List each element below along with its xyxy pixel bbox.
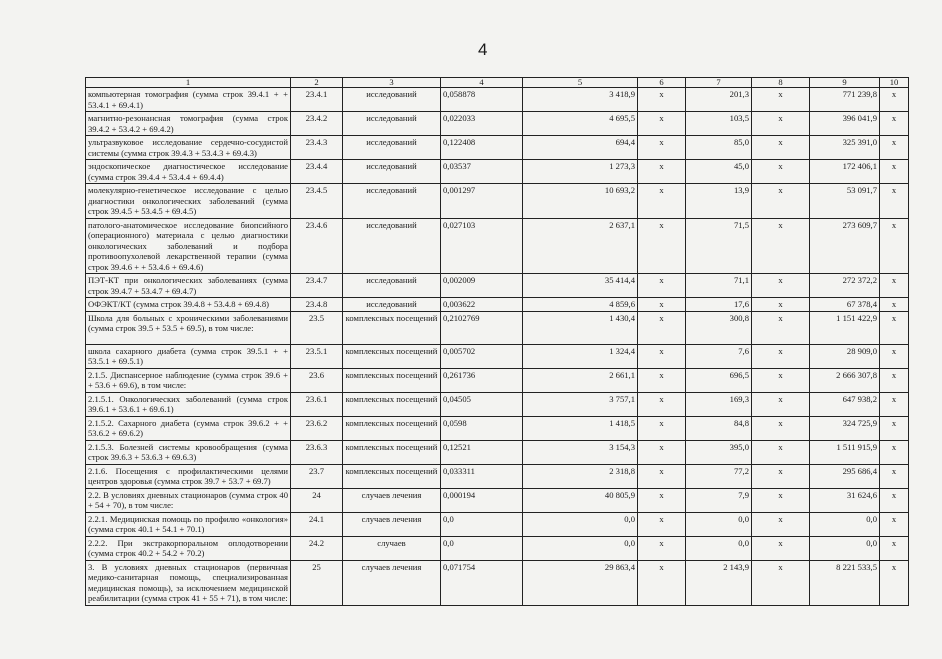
row-col8: x	[752, 311, 810, 344]
table-row	[86, 440, 909, 464]
row-description: патолого-анатомическое исследование биопсийного (операционного) материала с целью диагностики онкологических заболеваний и подбора противоопухолевой лекарственной терапии (сумма строк 39.4.6 + + 53.4.6 + 69.4.6)	[86, 218, 291, 274]
row-col6: x	[638, 311, 686, 344]
row-code: 23.4.8	[291, 298, 343, 312]
row-total: 172 406,1	[810, 160, 880, 184]
row-col6: x	[638, 488, 686, 512]
row-col7: 17,6	[686, 298, 752, 312]
row-norm: 0,033311	[441, 464, 523, 488]
row-norm: 0,071754	[441, 560, 523, 605]
row-code: 25	[291, 560, 343, 605]
row-code: 24.2	[291, 536, 343, 560]
row-col10: x	[880, 536, 909, 560]
row-code: 23.5.1	[291, 344, 343, 368]
row-cost: 1 324,4	[523, 344, 638, 368]
row-total: 28 909,0	[810, 344, 880, 368]
row-total: 1 511 915,9	[810, 440, 880, 464]
row-col10: x	[880, 298, 909, 312]
row-col8: x	[752, 218, 810, 274]
row-total: 272 372,2	[810, 274, 880, 298]
row-norm: 0,005702	[441, 344, 523, 368]
row-code: 23.6.1	[291, 392, 343, 416]
row-description: ОФЭКТ/КТ (сумма строк 39.4.8 + 53.4.8 + 69.4.8)	[86, 298, 291, 312]
table-row	[86, 344, 909, 368]
row-code: 23.4.6	[291, 218, 343, 274]
column-header: 2	[291, 78, 343, 88]
row-unit: комплексных посещений	[343, 464, 441, 488]
row-norm: 0,12521	[441, 440, 523, 464]
row-unit: случаев лечения	[343, 512, 441, 536]
row-col7: 169,3	[686, 392, 752, 416]
row-unit: исследований	[343, 218, 441, 274]
row-unit: комплексных посещений	[343, 344, 441, 368]
table-row	[86, 274, 909, 298]
column-header: 7	[686, 78, 752, 88]
row-col10: x	[880, 218, 909, 274]
row-col8: x	[752, 368, 810, 392]
row-col6: x	[638, 88, 686, 112]
row-total: 295 686,4	[810, 464, 880, 488]
table-row	[86, 184, 909, 219]
row-description: Школа для больных с хроническими заболеваниями (сумма строк 39.5 + 53.5 + 69.5), в том числе:	[86, 311, 291, 344]
row-description: ПЭТ-КТ при онкологических заболеваниях (сумма строк 39.4.7 + 53.4.7 + 69.4.7)	[86, 274, 291, 298]
column-header: 4	[441, 78, 523, 88]
row-col10: x	[880, 184, 909, 219]
row-cost: 2 661,1	[523, 368, 638, 392]
table-row	[86, 536, 909, 560]
row-col6: x	[638, 464, 686, 488]
row-norm: 0,003622	[441, 298, 523, 312]
row-col6: x	[638, 560, 686, 605]
row-col7: 85,0	[686, 136, 752, 160]
row-unit: комплексных посещений	[343, 311, 441, 344]
row-col6: x	[638, 112, 686, 136]
row-unit: комплексных посещений	[343, 440, 441, 464]
row-description: компьютерная томография (сумма строк 39.4.1 + + 53.4.1 + 69.4.1)	[86, 88, 291, 112]
row-description: 2.1.6. Посещения с профилактическими целями центров здоровья (сумма строк 39.7 + 53.7 + 69.7)	[86, 464, 291, 488]
row-description: 2.2. В условиях дневных стационаров (сумма строк 40 + 54 + 70), в том числе:	[86, 488, 291, 512]
row-total: 0,0	[810, 512, 880, 536]
row-cost: 1 430,4	[523, 311, 638, 344]
table-row	[86, 218, 909, 274]
table-row	[86, 136, 909, 160]
row-code: 23.6.3	[291, 440, 343, 464]
row-norm: 0,0	[441, 536, 523, 560]
row-unit: исследований	[343, 274, 441, 298]
column-header: 10	[880, 78, 909, 88]
row-col6: x	[638, 184, 686, 219]
row-norm: 0,058878	[441, 88, 523, 112]
row-col8: x	[752, 344, 810, 368]
row-norm: 0,022033	[441, 112, 523, 136]
column-header: 8	[752, 78, 810, 88]
row-total: 324 725,9	[810, 416, 880, 440]
row-col7: 77,2	[686, 464, 752, 488]
row-cost: 10 693,2	[523, 184, 638, 219]
row-col6: x	[638, 512, 686, 536]
row-total: 2 666 307,8	[810, 368, 880, 392]
row-cost: 35 414,4	[523, 274, 638, 298]
row-description: эндоскопическое диагностическое исследование (сумма строк 39.4.4 + 53.4.4 + 69.4.4)	[86, 160, 291, 184]
row-col8: x	[752, 136, 810, 160]
row-unit: случаев	[343, 536, 441, 560]
row-col8: x	[752, 160, 810, 184]
row-col10: x	[880, 368, 909, 392]
row-col6: x	[638, 160, 686, 184]
row-unit: комплексных посещений	[343, 416, 441, 440]
row-col10: x	[880, 392, 909, 416]
row-col7: 7,9	[686, 488, 752, 512]
row-total: 771 239,8	[810, 88, 880, 112]
row-col10: x	[880, 344, 909, 368]
row-code: 23.6	[291, 368, 343, 392]
row-col7: 0,0	[686, 536, 752, 560]
row-unit: случаев лечения	[343, 560, 441, 605]
row-col10: x	[880, 488, 909, 512]
row-total: 0,0	[810, 536, 880, 560]
row-unit: исследований	[343, 184, 441, 219]
row-total: 273 609,7	[810, 218, 880, 274]
row-col7: 2 143,9	[686, 560, 752, 605]
row-cost: 3 154,3	[523, 440, 638, 464]
row-total: 8 221 533,5	[810, 560, 880, 605]
row-cost: 0,0	[523, 512, 638, 536]
row-col8: x	[752, 464, 810, 488]
row-norm: 0,0	[441, 512, 523, 536]
row-unit: исследований	[343, 112, 441, 136]
row-cost: 4 695,5	[523, 112, 638, 136]
row-col7: 45,0	[686, 160, 752, 184]
row-cost: 3 757,1	[523, 392, 638, 416]
row-unit: случаев лечения	[343, 488, 441, 512]
row-norm: 0,122408	[441, 136, 523, 160]
row-code: 23.7	[291, 464, 343, 488]
row-col7: 84,8	[686, 416, 752, 440]
row-code: 23.6.2	[291, 416, 343, 440]
row-col10: x	[880, 136, 909, 160]
row-cost: 40 805,9	[523, 488, 638, 512]
row-col10: x	[880, 464, 909, 488]
row-description: 3. В условиях дневных стационаров (первичная медико-санитарная помощь, специализированная медицинская помощь), за исключением медицинской реабилитации (сумма строк 41 + 55 + 71), в том числе:	[86, 560, 291, 605]
row-description: школа сахарного диабета (сумма строк 39.5.1 + + 53.5.1 + 69.5.1)	[86, 344, 291, 368]
row-unit: комплексных посещений	[343, 392, 441, 416]
row-norm: 0,2102769	[441, 311, 523, 344]
row-cost: 29 863,4	[523, 560, 638, 605]
row-description: 2.2.1. Медицинская помощь по профилю «онкология» (сумма строк 40.1 + 54.1 + 70.1)	[86, 512, 291, 536]
row-description: 2.1.5.3. Болезней системы кровообращения (сумма строк 39.6.3 + 53.6.3 + 69.6.3)	[86, 440, 291, 464]
header-row	[86, 78, 909, 88]
row-code: 23.4.1	[291, 88, 343, 112]
row-col6: x	[638, 440, 686, 464]
table-row	[86, 160, 909, 184]
row-col6: x	[638, 274, 686, 298]
table-row	[86, 112, 909, 136]
row-unit: исследований	[343, 298, 441, 312]
row-col6: x	[638, 298, 686, 312]
row-norm: 0,001297	[441, 184, 523, 219]
row-col7: 71,1	[686, 274, 752, 298]
row-col7: 696,5	[686, 368, 752, 392]
table-row	[86, 464, 909, 488]
row-col8: x	[752, 488, 810, 512]
row-col7: 395,0	[686, 440, 752, 464]
row-col8: x	[752, 88, 810, 112]
row-col6: x	[638, 344, 686, 368]
row-unit: исследований	[343, 160, 441, 184]
row-description: молекулярно-генетическое исследование с целью диагностики онкологических заболеваний (сумма строк 39.4.5 + 53.4.5 + 69.4.5)	[86, 184, 291, 219]
row-col8: x	[752, 440, 810, 464]
row-col8: x	[752, 560, 810, 605]
row-col8: x	[752, 416, 810, 440]
row-col8: x	[752, 512, 810, 536]
row-col10: x	[880, 311, 909, 344]
row-cost: 1 273,3	[523, 160, 638, 184]
row-code: 24	[291, 488, 343, 512]
row-cost: 4 859,6	[523, 298, 638, 312]
row-code: 23.5	[291, 311, 343, 344]
row-description: 2.1.5.2. Сахарного диабета (сумма строк 39.6.2 + + 53.6.2 + 69.6.2)	[86, 416, 291, 440]
row-unit: комплексных посещений	[343, 368, 441, 392]
row-col7: 300,8	[686, 311, 752, 344]
table-row	[86, 416, 909, 440]
row-col6: x	[638, 368, 686, 392]
row-col6: x	[638, 416, 686, 440]
table-row	[86, 392, 909, 416]
row-norm: 0,027103	[441, 218, 523, 274]
table-row	[86, 311, 909, 344]
row-total: 53 091,7	[810, 184, 880, 219]
row-description: 2.1.5.1. Онкологических заболеваний (сумма строк 39.6.1 + 53.6.1 + 69.6.1)	[86, 392, 291, 416]
row-col8: x	[752, 298, 810, 312]
row-total: 67 378,4	[810, 298, 880, 312]
row-unit: исследований	[343, 88, 441, 112]
row-code: 23.4.7	[291, 274, 343, 298]
row-description: 2.2.2. При экстракорпоральном оплодотворении (сумма строк 40.2 + 54.2 + 70.2)	[86, 536, 291, 560]
row-col10: x	[880, 112, 909, 136]
row-col6: x	[638, 392, 686, 416]
row-col8: x	[752, 536, 810, 560]
row-code: 23.4.2	[291, 112, 343, 136]
row-col7: 201,3	[686, 88, 752, 112]
row-cost: 694,4	[523, 136, 638, 160]
row-col7: 103,5	[686, 112, 752, 136]
row-norm: 0,000194	[441, 488, 523, 512]
row-cost: 2 637,1	[523, 218, 638, 274]
row-norm: 0,04505	[441, 392, 523, 416]
table-row	[86, 88, 909, 112]
row-total: 647 938,2	[810, 392, 880, 416]
row-code: 24.1	[291, 512, 343, 536]
row-col8: x	[752, 392, 810, 416]
row-col7: 71,5	[686, 218, 752, 274]
row-cost: 0,0	[523, 536, 638, 560]
row-col6: x	[638, 536, 686, 560]
column-header: 1	[86, 78, 291, 88]
table-row	[86, 298, 909, 312]
row-col10: x	[880, 160, 909, 184]
row-code: 23.4.4	[291, 160, 343, 184]
row-col10: x	[880, 560, 909, 605]
row-col7: 7,6	[686, 344, 752, 368]
page-number: 4	[478, 40, 488, 59]
row-col10: x	[880, 512, 909, 536]
row-col10: x	[880, 440, 909, 464]
row-total: 396 041,9	[810, 112, 880, 136]
row-total: 325 391,0	[810, 136, 880, 160]
row-col8: x	[752, 184, 810, 219]
data-table	[85, 77, 909, 606]
column-header: 3	[343, 78, 441, 88]
row-col10: x	[880, 88, 909, 112]
table-row	[86, 512, 909, 536]
row-unit: исследований	[343, 136, 441, 160]
row-cost: 1 418,5	[523, 416, 638, 440]
table-row	[86, 368, 909, 392]
row-code: 23.4.3	[291, 136, 343, 160]
row-norm: 0,0598	[441, 416, 523, 440]
row-col6: x	[638, 136, 686, 160]
column-header: 9	[810, 78, 880, 88]
table-row	[86, 488, 909, 512]
column-header: 5	[523, 78, 638, 88]
row-description: 2.1.5. Диспансерное наблюдение (сумма строк 39.6 + + 53.6 + 69.6), в том числе:	[86, 368, 291, 392]
row-col10: x	[880, 416, 909, 440]
row-col8: x	[752, 274, 810, 298]
row-description: ультразвуковое исследование сердечно-сосудистой системы (сумма строк 39.4.3 + 53.4.3 + 69.4.3)	[86, 136, 291, 160]
column-header: 6	[638, 78, 686, 88]
table-row	[86, 560, 909, 605]
row-code: 23.4.5	[291, 184, 343, 219]
row-col6: x	[638, 218, 686, 274]
row-col10: x	[880, 274, 909, 298]
row-total: 31 624,6	[810, 488, 880, 512]
row-col8: x	[752, 112, 810, 136]
row-norm: 0,261736	[441, 368, 523, 392]
row-norm: 0,03537	[441, 160, 523, 184]
row-total: 1 151 422,9	[810, 311, 880, 344]
row-cost: 2 318,8	[523, 464, 638, 488]
row-cost: 3 418,9	[523, 88, 638, 112]
row-norm: 0,002009	[441, 274, 523, 298]
row-col7: 0,0	[686, 512, 752, 536]
row-col7: 13,9	[686, 184, 752, 219]
row-description: магнитно-резонансная томография (сумма строк 39.4.2 + 53.4.2 + 69.4.2)	[86, 112, 291, 136]
